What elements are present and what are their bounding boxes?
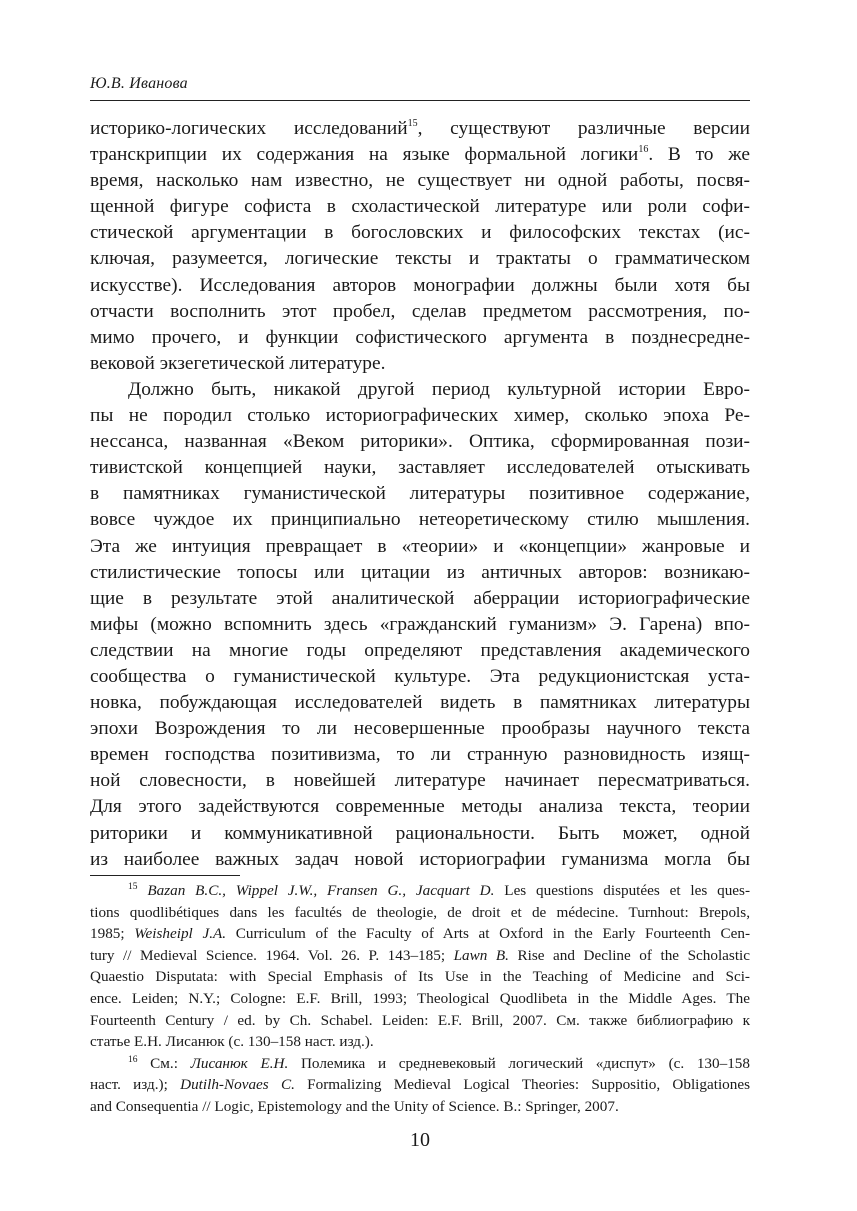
footnotes — [90, 880, 750, 1118]
text-line: щенной фигуре софиста в схоластической литературе или роли софи- — [90, 196, 750, 218]
page-number: 10 — [410, 1129, 430, 1151]
footnote-line: ence. Leiden; N.Y.; Cologne: E.F. Brill, 1993; Theological Quodlibeta in the Middle Ages. The — [90, 989, 750, 1007]
footnote-line: tury // Medieval Science. 1964. Vol. 26. P. 143–185; Lawn B. Rise and Decline of the Scholastic — [90, 946, 750, 964]
text-line: времен господства позитивизма, то ли странную разновидность изящ- — [90, 744, 750, 766]
text-line: ключая, разумеется, логические тексты и трактаты о грамматическом — [90, 248, 750, 270]
footnote-ref[interactable]: 16 — [638, 144, 649, 156]
footnote-separator — [90, 875, 240, 876]
text-line: тивистской концепцией науки, заставляет исследователей отыскивать — [90, 457, 750, 479]
text-line: стилистические топосы или цитации из античных авторов: возникаю- — [90, 561, 750, 583]
header-rule — [90, 100, 750, 101]
text-line: сообщества о гуманистической культуре. Эта редукционистская уста- — [90, 665, 750, 687]
footnote-15 — [90, 880, 750, 1053]
text-line: риторики и коммуникативной рациональности. Быть может, одной — [90, 822, 750, 844]
footnote-line: Quaestio Disputata: with Special Emphasis of Its Use in the Teaching of Medicine and Sci- — [90, 968, 750, 986]
text-line: пы не породил столько историографических химер, сколько эпоха Ре- — [90, 405, 750, 427]
text-line: из наиболее важных задач новой историографии гуманизма могла бы — [90, 848, 750, 870]
text-line: историко-логических исследований$^{15}$, существуют различные версии — [90, 118, 750, 139]
author-name: Lawn B. — [453, 946, 509, 964]
text-line: щие в результате этой аналитической аберрации историографические — [90, 587, 750, 609]
footnote-line: наст. изд.); Dutilh-Novaes C. Formalizing Medieval Logical Theories: Suppositio, Obligationes — [90, 1076, 751, 1094]
author-name: Weisheipl J.A. — [134, 925, 227, 943]
footnote-line: tions quodlibétiques dans les facultés de theologie, de droit et de médecine. Turnhout: Brepols, — [90, 903, 750, 921]
footnote-line: $^{15}$ Bazan B.C., Wippel J.W., Fransen G., Jacquart D. Les questions disputées et les ques- — [128, 882, 751, 899]
footnote-number: 15 — [128, 882, 138, 892]
book-page — [90, 0, 750, 1211]
text-line: стической аргументации в богословских и философских текстах (ис- — [90, 222, 750, 244]
footnote-line: Fourteenth Century / ed. by Ch. Schabel. Leiden: E.F. Brill, 2007. См. также библиографию к — [90, 1011, 750, 1029]
text-line: транскрипции их содержания на языке формальной логики$^{16}$. В то же — [90, 144, 750, 166]
paragraph-1 — [90, 116, 750, 377]
text-line: Должно быть, никакой другой период культурной истории Евро- — [128, 378, 750, 400]
author-name: Dutilh-Novaes C. — [180, 1076, 295, 1094]
text-line: вековой экзегетической литературе. — [90, 352, 386, 374]
footnote-16 — [90, 1053, 750, 1118]
main-text — [90, 116, 750, 873]
text-line: ной словесности, в новейшей литературе начинает пересматриваться. — [90, 770, 750, 792]
text-line: Эта же интуиция превращает в «теории» и «концепции» жанровые и — [90, 535, 750, 557]
running-head: Ю.В. Иванова — [90, 75, 188, 92]
text-line: искусстве). Исследования авторов монографии должны были хотя бы — [90, 274, 750, 296]
text-line: мифы (можно вспомнить здесь «гражданский гуманизм» Э. Гарена) впо- — [90, 613, 750, 635]
text-line: в памятниках гуманистической литературы позитивное содержание, — [90, 483, 750, 505]
footnote-line: 1985; Weisheipl J.A. Curriculum of the Faculty of Arts at Oxford in the Early Fourteenth Cen- — [90, 925, 751, 943]
author-name: Лисанюк Е.Н. — [190, 1054, 289, 1072]
text-line: Для этого задействуются современные методы анализа текста, теории — [90, 796, 750, 818]
text-line: следствии на многие годы определяют представления академического — [90, 639, 750, 661]
text-line: новка, побуждающая исследователей видеть в памятниках литературы — [90, 692, 750, 714]
footnote-number: 16 — [128, 1054, 138, 1065]
footnote-line: $^{16}$ См.: Лисанюк Е.Н. Полемика и средневековый логический «диспут» (с. 130–158 — [128, 1054, 750, 1072]
text-line: мимо прочего, и функции софистического аргумента в позднесредне- — [90, 326, 750, 348]
text-line: отчасти восполнить этот пробел, сделав предметом рассмотрения, по- — [90, 300, 750, 322]
text-line: эпохи Возрождения то ли несовершенные прообразы научного текста — [90, 718, 750, 740]
author-name: Bazan B.C., Wippel J.W., Fransen G., Jacquart D. — [147, 882, 495, 899]
text-line: нессанса, названная «Веком риторики». Оптика, сформированная пози- — [90, 431, 750, 453]
paragraph-2 — [90, 377, 750, 873]
footnote-line: статье Е.Н. Лисанюк (с. 130–158 наст. изд.). — [90, 1033, 374, 1051]
text-line: время, насколько нам известно, не существует ни одной работы, посвя- — [90, 170, 750, 192]
footnote-ref[interactable]: 15 — [407, 118, 418, 129]
text-line: вовсе чуждое их принципиально нетеоретическому стилю мышления. — [90, 509, 750, 531]
footnote-line: and Consequentia // Logic, Epistemology and the Unity of Science. B.: Springer, 2007. — [90, 1097, 619, 1115]
